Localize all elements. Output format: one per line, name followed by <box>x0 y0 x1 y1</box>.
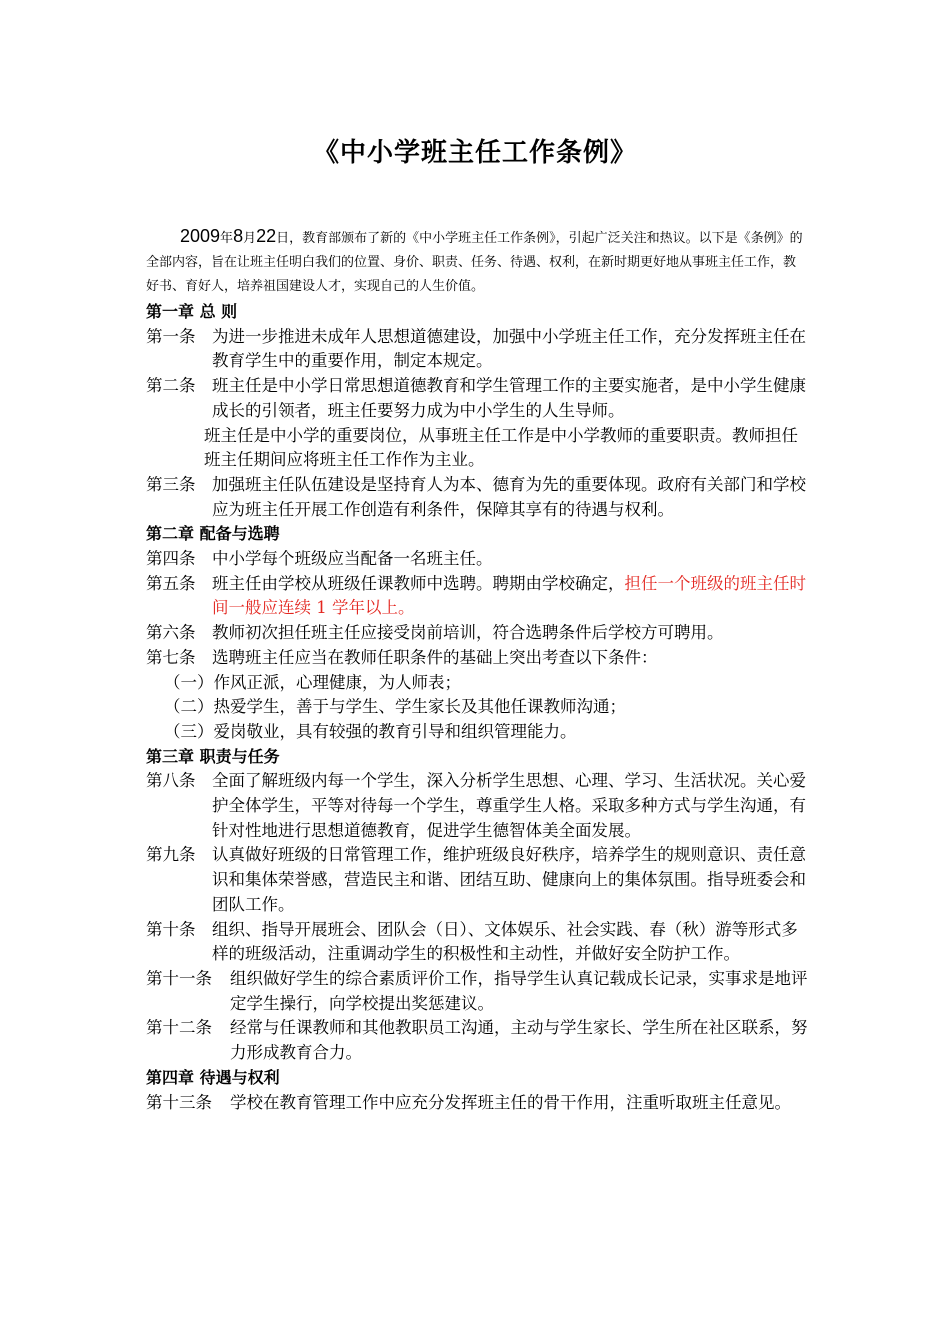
intro-paragraph <box>146 224 806 299</box>
article-text: 认真做好班级的日常管理工作，维护班级良好秩序，培养学生的规则意识、责任意识和集体荣誉感，营造民主和谐、团结互助、健康向上的集体氛围。指导班委会和团队工作。 <box>212 845 806 914</box>
article-text: 学校在教育管理工作中应充分发挥班主任的骨干作用，注重听取班主任意见。 <box>230 1092 791 1112</box>
article-9 <box>146 843 810 917</box>
article-5 <box>146 572 810 621</box>
article-10 <box>146 918 810 967</box>
intro-month: 8 <box>233 226 244 246</box>
condition-item: （二）热爱学生，善于与学生、学生家长及其他任课教师沟通； <box>164 697 626 717</box>
condition-item: （一）作风正派，心理健康，为人师表； <box>164 672 461 692</box>
article-label: 第十二条 <box>146 1018 212 1038</box>
article-label: 第三条 <box>146 474 196 494</box>
article-6 <box>146 621 810 646</box>
article-5-text: 班主任由学校从班级任课教师中选聘。聘期由学校确定， <box>212 573 625 593</box>
regulation-body <box>146 300 810 1115</box>
article-label: 第十条 <box>146 919 196 939</box>
article-12 <box>146 1016 810 1065</box>
document-title: 《中小学班主任工作条例》 <box>312 138 637 168</box>
article-text: 组织、指导开展班会、团队会（日）、文体娱乐、社会实践、春（秋）游等形式多样的班级活动，注重调动学生的积极性和主动性，并做好安全防护工作。 <box>212 919 798 964</box>
intro-text <box>146 224 806 299</box>
article-text: 教师初次担任班主任应接受岗前培训，符合选聘条件后学校方可聘用。 <box>212 623 724 643</box>
article-label: 第十三条 <box>146 1092 212 1112</box>
intro-year-unit: 年 <box>220 231 234 246</box>
article-1 <box>146 325 810 374</box>
article-3 <box>146 473 810 522</box>
article-13 <box>146 1091 810 1116</box>
article-text: 组织做好学生的综合素质评价工作，指导学生认真记载成长记录，实事求是地评定学生操行，向学校提出奖惩建议。 <box>230 968 808 1013</box>
chapter-1-title: 第一章 总 则 <box>146 302 238 321</box>
chapter-3-title: 第三章 职责与任务 <box>146 746 280 766</box>
intro-month-unit: 月 <box>243 231 257 246</box>
article-2-extra: 班主任是中小学的重要岗位，从事班主任工作是中小学教师的重要职责。教师担任班主任期间应将班主任工作作为主业。 <box>204 425 798 470</box>
article-label: 第六条 <box>146 623 196 643</box>
article-8 <box>146 769 810 843</box>
intro-year: 2009 <box>180 226 221 246</box>
article-label: 第四条 <box>146 549 196 569</box>
chapter-4-title: 第四章 待遇与权利 <box>146 1067 280 1087</box>
article-label: 第八条 <box>146 771 196 791</box>
article-text: 全面了解班级内每一个学生，深入分析学生思想、心理、学习、生活状况。关心爱护全体学生，平等对待每一个学生，尊重学生人格。采取多种方式与学生沟通，有针对性地进行思想道德教育，促进学生德智体美全面发展。 <box>212 771 806 840</box>
article-5-highlight: 担任一个班级的班主任时间一般应连续 1 学年以上。 <box>212 573 806 618</box>
intro-day: 22 <box>256 226 277 246</box>
article-text: 为进一步推进未成年人思想道德建设，加强中小学班主任工作，充分发挥班主任在教育学生中的重要作用，制定本规定。 <box>212 326 806 371</box>
article-4 <box>146 547 810 572</box>
article-label: 第七条 <box>146 647 196 667</box>
article-text: 选聘班主任应当在教师任职条件的基础上突出考查以下条件： <box>212 647 658 667</box>
article-text <box>212 572 810 621</box>
article-text: 加强班主任队伍建设是坚持育人为本、德育为先的重要体现。政府有关部门和学校应为班主任开展工作创造有利条件，保障其享有的待遇与权利。 <box>212 474 806 519</box>
article-2 <box>146 374 810 423</box>
article-11 <box>146 967 810 1016</box>
article-label: 第一条 <box>146 326 196 346</box>
article-label: 第五条 <box>146 573 196 593</box>
article-label: 第二条 <box>146 376 196 396</box>
article-7 <box>146 646 810 671</box>
article-label: 第九条 <box>146 845 196 865</box>
chapter-2-title: 第二章 配备与选聘 <box>146 524 280 544</box>
article-text: 中小学每个班级应当配备一名班主任。 <box>212 549 493 569</box>
article-text: 班主任是中小学日常思想道德教育和学生管理工作的主要实施者，是中小学生健康成长的引领者，班主任要努力成为中小学生的人生导师。 <box>212 376 806 420</box>
intro-body: 日，教育部颁布了新的《中小学班主任工作条例》，引起广泛关注和热议。以下是《条例》的全部内容，旨在让班主任明白我们的位置、身价、职责、任务、待遇、权利，在新时期更好地从事班主任工作，教好书、育好人，培养祖国建设人才，实现自己的人生价值。 <box>146 231 803 294</box>
condition-item: （三）爱岗敬业，具有较强的教育引导和组织管理能力。 <box>164 721 577 741</box>
article-text: 经常与任课教师和其他教职员工沟通，主动与学生家长、学生所在社区联系，努力形成教育合力。 <box>230 1018 808 1063</box>
article-label: 第十一条 <box>146 968 212 988</box>
